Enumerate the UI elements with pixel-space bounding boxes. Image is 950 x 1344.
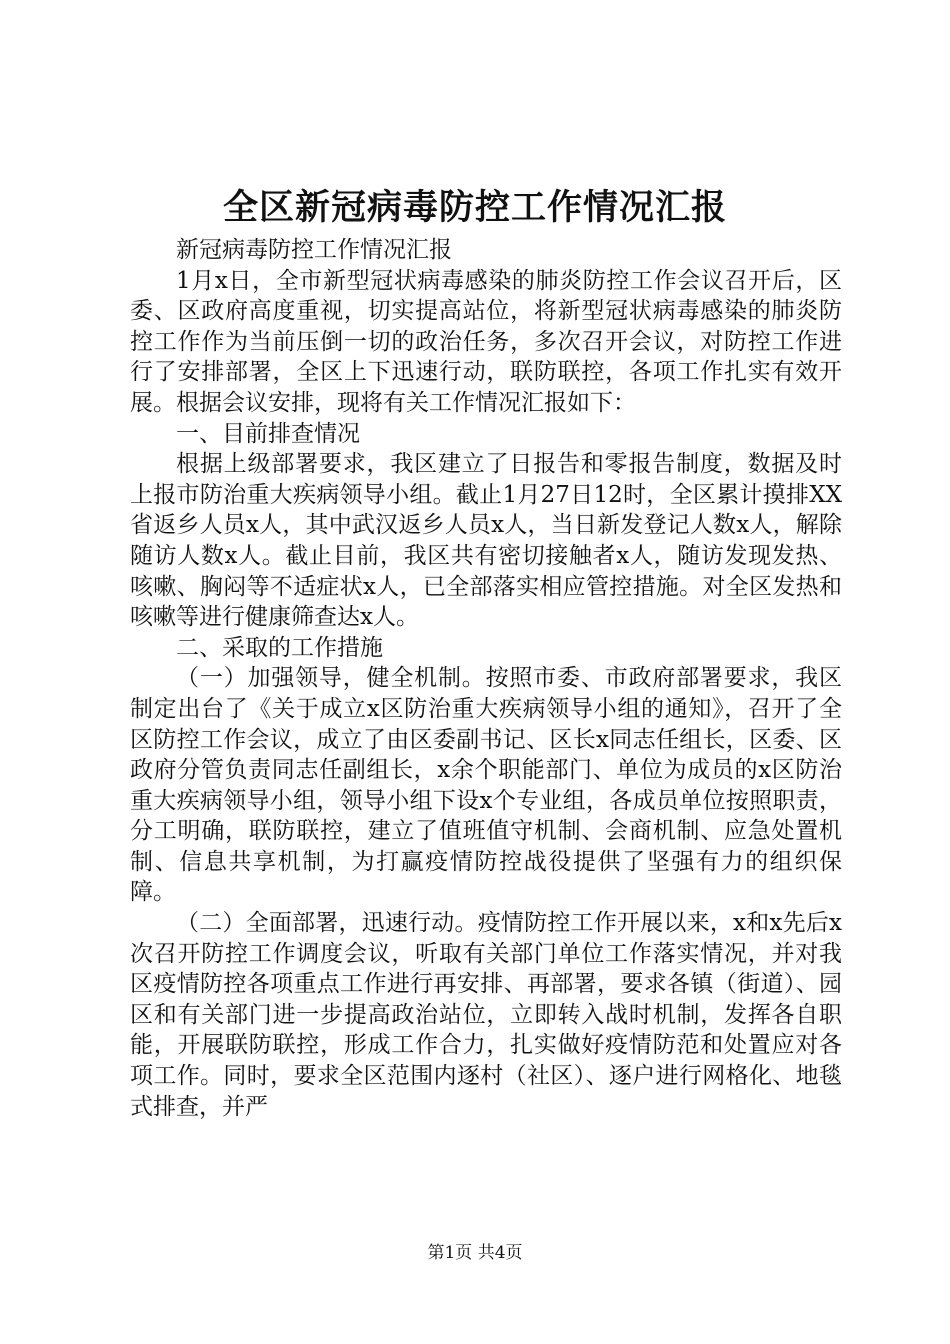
document-body	[130, 235, 842, 1122]
subtitle-paragraph: 新冠病毒防控工作情况汇报	[176, 237, 452, 263]
section-heading-2: 二、采取的工作措施	[176, 634, 383, 661]
document-title: 全区新冠病毒防控工作情况汇报	[222, 187, 727, 228]
measure-paragraph-1: （一）加强领导，健全机制。按照市委、市政府部署要求，我区制定出台了《关于成立x区防治重大疾病领导小组的通知》，召开了全区防控工作会议，成立了由区委副书记、区长x同志任组长，区委、区政府分管负责同志任副组长，x余个职能部门、单位为成员的x区防治重大疾病领导小组，领导小组下设x个专业组，各成员单位按照职责，分工明确，联防联控，建立了值班值守机制、会商机制、应急处置机制、信息共享机制，为打赢疫情防控战役提供了坚强有力的组织保障。	[130, 665, 842, 906]
section-heading-1: 一、目前排查情况	[176, 420, 360, 447]
page-footer: 第1页 共4页	[427, 1243, 523, 1263]
measure-paragraph-2: （二）全面部署，迅速行动。疫情防控工作开展以来，x和x先后x次召开防控工作调度会议，听取有关部门单位工作落实情况，并对我区疫情防控各项重点工作进行再安排、再部署，要求各镇（街道）、园区和有关部门进一步提高政治站位，立即转入战时机制，发挥各自职能，开展联防联控，形成工作合力，扎实做好疫情防范和处置应对各项工作。同时，要求全区范围内逐村（社区）、逐户进行网格化、地毯式排查，并严	[130, 910, 842, 1120]
screening-paragraph: 根据上级部署要求，我区建立了日报告和零报告制度，数据及时上报市防治重大疾病领导小组。截止1月27日12时，全区累计摸排XX省返乡人员x人，其中武汉返乡人员x人，当日新发登记人数x人，解除随访人数x人。截止目前，我区共有密切接触者x人，随访发现发热、咳嗽、胸闷等不适症状x人，已全部落实相应管控措施。对全区发热和咳嗽等进行健康筛查达x人。	[130, 451, 842, 631]
intro-paragraph: 1月x日，全市新型冠状病毒感染的肺炎防控工作会议召开后，区委、区政府高度重视，切实提高站位，将新型冠状病毒感染的肺炎防控工作作为当前压倒一切的政治任务，多次召开会议，对防控工作进行了安排部署，全区上下迅速行动，联防联控，各项工作扎实有效开展。根据会议安排，现将有关工作情况汇报如下：	[130, 267, 842, 416]
